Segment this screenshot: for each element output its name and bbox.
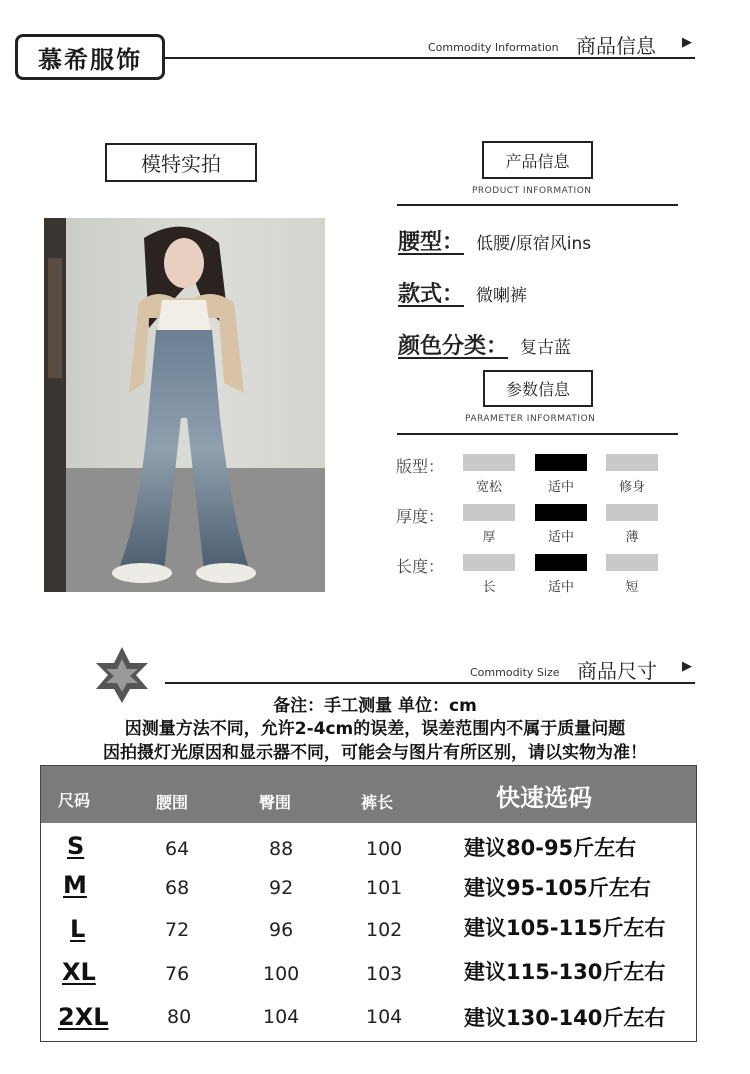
row-advice: 建议80-95斤左右 (464, 836, 637, 860)
param-option: 适中 (547, 580, 574, 595)
param-option: 薄 (625, 530, 639, 545)
param-bar-selected (535, 554, 587, 571)
param-key-fit: 版型： (396, 457, 445, 476)
param-option: 修身 (618, 480, 645, 495)
row-hip: 92 (269, 877, 294, 899)
row-waist: 72 (165, 919, 190, 941)
param-bar-selected (535, 454, 587, 471)
info-key: 颜色分类： (398, 334, 509, 359)
arrow-right-icon: ▶ (682, 659, 692, 674)
header-length: 裤长 (361, 793, 394, 812)
row-hip: 96 (269, 919, 294, 941)
param-bar (606, 554, 658, 571)
param-option: 厚 (482, 530, 496, 545)
info-value: 微喇裤 (476, 286, 528, 306)
param-bar-selected (535, 504, 587, 521)
param-option: 长 (482, 580, 496, 595)
param-bar (463, 454, 515, 471)
param-option: 宽松 (475, 480, 502, 495)
size-table (40, 765, 697, 1042)
header-en-title: Commodity Information (428, 41, 559, 54)
param-key-length: 长度： (396, 557, 445, 576)
param-info-divider (397, 433, 678, 435)
param-bar (463, 504, 515, 521)
param-info-title: 参数信息 (483, 370, 593, 407)
product-info-title: 产品信息 (482, 141, 593, 179)
param-bar (463, 554, 515, 571)
row-advice: 建议95-105斤左右 (464, 876, 651, 900)
param-bar (606, 454, 658, 471)
param-option: 适中 (547, 480, 574, 495)
size-section-en: Commodity Size (470, 666, 560, 679)
row-size: XL (62, 958, 96, 986)
header-hip: 臀围 (259, 793, 292, 812)
row-waist: 64 (165, 838, 190, 860)
info-value: 低腰/原宿风ins (476, 234, 592, 254)
param-bar (606, 504, 658, 521)
note-unit: 备注：手工测量 单位：cm (273, 696, 477, 716)
info-value: 复古蓝 (520, 338, 572, 358)
header-size: 尺码 (58, 791, 91, 810)
model-photo (44, 218, 325, 592)
header-quick-size: 快速选码 (496, 784, 592, 812)
row-size: 2XL (58, 1003, 109, 1031)
info-row-color (398, 329, 571, 360)
row-size: S (67, 832, 85, 860)
param-info-subtitle: PARAMETER INFORMATION (465, 414, 596, 424)
row-hip: 100 (263, 963, 300, 985)
size-section-cn: 商品尺寸 (577, 659, 657, 683)
row-hip: 88 (269, 838, 294, 860)
row-waist: 76 (165, 963, 190, 985)
info-key: 腰型： (398, 230, 465, 255)
info-row-style (398, 277, 527, 308)
param-option: 短 (625, 580, 639, 595)
row-size: M (63, 871, 87, 899)
row-length: 100 (366, 838, 403, 860)
param-option: 适中 (547, 530, 574, 545)
header-waist: 腰围 (156, 793, 189, 812)
product-info-subtitle: PRODUCT INFORMATION (472, 186, 592, 196)
row-length: 101 (366, 877, 403, 899)
row-waist: 68 (165, 877, 190, 899)
row-length: 103 (366, 963, 403, 985)
row-waist: 80 (167, 1006, 192, 1028)
note-color-diff: 因拍摄灯光原因和显示器不同，可能会与图片有所区别，请以实物为准！ (103, 743, 647, 763)
row-length: 104 (366, 1006, 403, 1028)
note-tolerance: 因测量方法不同，允许2-4cm的误差，误差范围内不属于质量问题 (124, 719, 626, 739)
row-advice: 建议105-115斤左右 (464, 916, 666, 940)
header-cn-title: 商品信息 (576, 34, 656, 58)
info-key: 款式： (398, 282, 465, 307)
row-hip: 104 (263, 1006, 300, 1028)
row-advice: 建议130-140斤左右 (464, 1006, 666, 1030)
row-size: L (70, 915, 86, 943)
brand-logo: 慕希服饰 (15, 34, 165, 80)
arrow-right-icon: ▶ (682, 35, 692, 50)
row-length: 102 (366, 919, 403, 941)
row-advice: 建议115-130斤左右 (464, 960, 666, 984)
model-photo-label: 模特实拍 (105, 143, 257, 182)
product-info-divider (397, 204, 678, 206)
info-row-waist (398, 225, 591, 256)
param-key-thickness: 厚度： (396, 507, 445, 526)
